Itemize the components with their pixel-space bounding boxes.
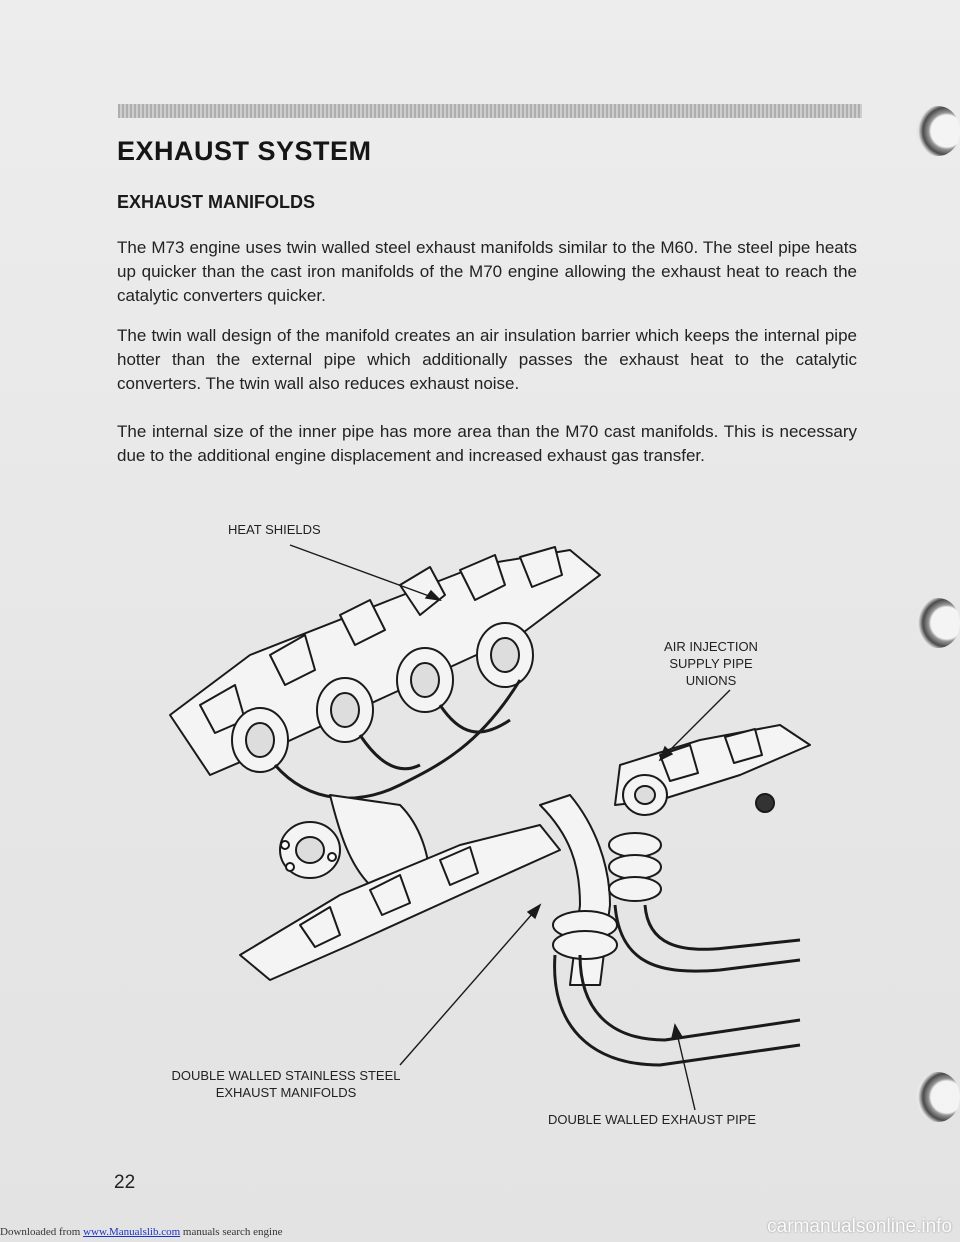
- footer-suffix: manuals search engine: [182, 1226, 283, 1238]
- label-air-injection: AIR INJECTION SUPPLY PIPE UNIONS: [664, 639, 758, 688]
- label-double-walled-manifolds: DOUBLE WALLED STAINLESS STEEL EXHAUST MANIFOLDS: [171, 1068, 401, 1100]
- manualslib-link[interactable]: www.Manualslib.com: [83, 1226, 181, 1238]
- binder-tab-marker: [916, 1072, 960, 1122]
- page-number: 22: [114, 1172, 136, 1193]
- union-nut: [756, 794, 774, 812]
- label-double-walled-pipe: DOUBLE WALLED EXHAUST PIPE: [548, 1112, 757, 1127]
- label-heat-shields: HEAT SHIELDS: [228, 522, 321, 537]
- site-watermark: carmanualsonline.info: [767, 1216, 952, 1237]
- paragraph-1: The M73 engine uses twin walled steel exhaust manifolds similar to the M60. The steel pipe heats up quicker than the cast iron manifolds of the M70 engine allowing the exhaust heat to reach the catalytic converters quicker.: [117, 238, 857, 305]
- subsection-title: EXHAUST MANIFOLDS: [117, 192, 315, 212]
- section-title: EXHAUST SYSTEM: [117, 136, 372, 166]
- binder-tab-marker: [916, 598, 960, 648]
- exhaust-manifold-illustration: [100, 505, 840, 1145]
- binder-tab-marker: [916, 106, 960, 156]
- footer-prefix: Downloaded from: [0, 1226, 81, 1238]
- header-rule: [118, 104, 862, 118]
- paragraph-2: The twin wall design of the manifold creates an air insulation barrier which keeps the internal pipe hotter than the external pipe which additionally passes the exhaust heat to the catalytic converters. The twin wall also reduces exhaust noise.: [117, 326, 857, 393]
- paragraph-3: The internal size of the inner pipe has more area than the M70 cast manifolds. This is necessary due to the additional engine displacement and increased exhaust gas transfer.: [117, 422, 857, 465]
- exhaust-pipe-right: [615, 905, 800, 971]
- download-footer: [0, 1226, 282, 1238]
